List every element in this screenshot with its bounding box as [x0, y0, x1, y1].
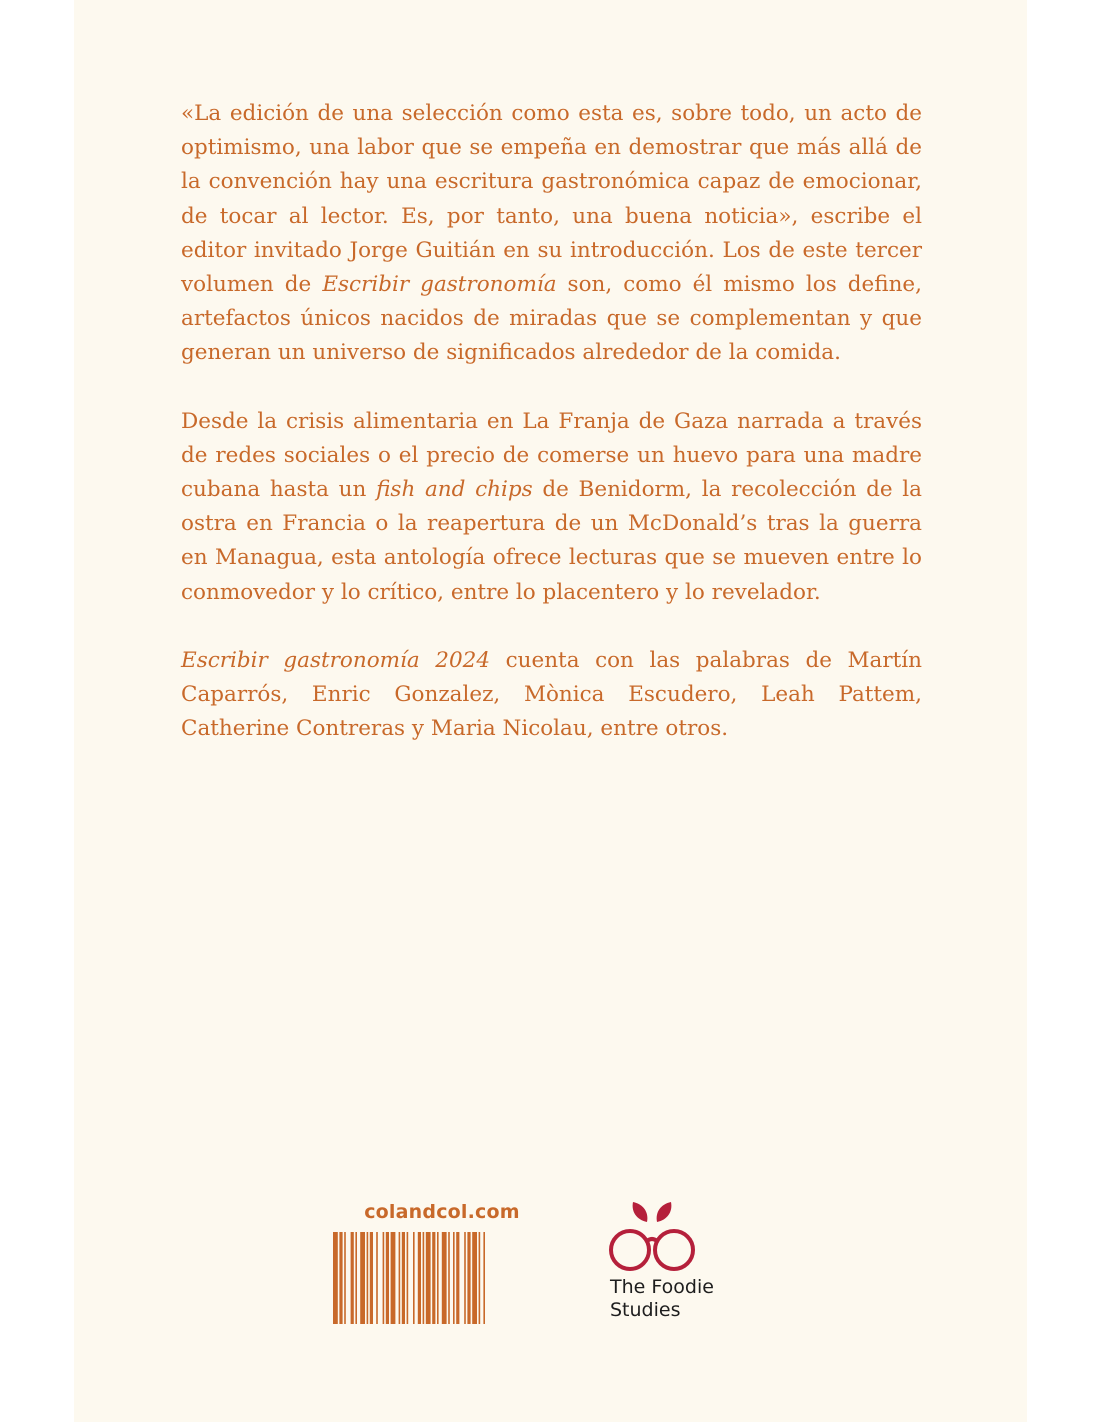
- blurb-paragraph-2: Desde la crisis alimentaria en La Franja de Gaza narrada a través de redes sociales o el precio de comerse un huevo para una madre cubana hasta un fish and chips de Benidorm, la recolección de la ostra en Francia o la reapertura de un McDonald’s tras la guerra en Managua, esta antología ofrece lecturas que se mueven entre lo conmovedor y lo crítico, entre lo placentero y lo revelador.: [181, 408, 922, 605]
- blurb-paragraph-1: «La edición de una selección como esta es, sobre todo, un acto de optimismo, una labor que se empeña en demostrar que más allá de la convención hay una escritura gastronómica capaz de emocionar, de tocar al lector. Es, por tanto, una buena noticia», escribe el editor invitado Jorge Guitián en su introducción. Los de este tercer volumen de Escribir gastronomía son, como él mismo los define, artefactos únicos nacidos de miradas que se complementan y que generan un universo de significados alrededor de la comida.: [181, 101, 922, 366]
- imprint-name-line-1: The Foodie: [610, 1276, 714, 1298]
- book-title-italic: Escribir gastronomía: [322, 272, 557, 298]
- publisher-website: colandcol.com: [364, 1201, 520, 1223]
- barcode-graphic: [333, 1232, 533, 1324]
- fish-and-chips-italic: fish and chips: [376, 477, 533, 503]
- blurb-paragraph-3: Escribir gastronomía 2024 cuenta con las palabras de Martín Caparrós, Enric Gonzalez, Mònica Escudero, Leah Pattem, Catherine Contreras y Maria Nicolau, entre otros.: [181, 647, 922, 742]
- book-title-year-italic: Escribir gastronomía 2024: [181, 647, 491, 673]
- imprint-name: [610, 1276, 714, 1322]
- apple-glasses-logo: [607, 1198, 697, 1274]
- imprint-name-line-2: Studies: [610, 1299, 681, 1321]
- back-cover: [74, 0, 1027, 1422]
- blurb-text: [181, 97, 922, 780]
